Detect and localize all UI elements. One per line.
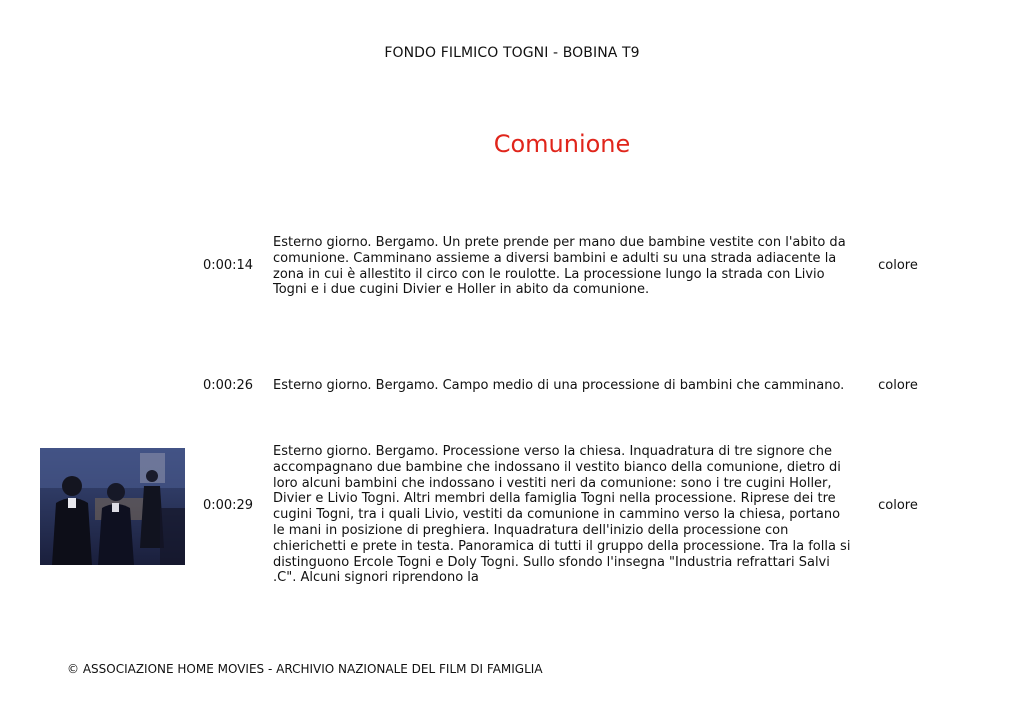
section-title: Comunione (493, 130, 631, 158)
entry-color: colore (878, 258, 918, 273)
entry-timecode: 0:00:26 (202, 378, 254, 393)
entry-description: Esterno giorno. Bergamo. Un prete prende per mano due bambine vestite con l'abito da comunione. Camminano assieme a diversi bambini e adulti su una strada adiacente la zona in cui è allestito il circo con le roulotte. La processione lungo la strada con Livio Togni e i due cugini Divier e Holler in abito da comunione. (273, 235, 846, 298)
entry-color: colore (878, 378, 918, 393)
entry-timecode: 0:00:14 (202, 258, 254, 273)
entry-timecode: 0:00:29 (202, 498, 254, 513)
document-header: FONDO FILMICO TOGNI - BOBINA T9 (384, 45, 640, 61)
film-frame-thumbnail (40, 448, 185, 565)
entry-description: Esterno giorno. Bergamo. Campo medio di una processione di bambini che camminano. (273, 378, 845, 393)
entry-color: colore (878, 498, 918, 513)
footer-copyright: © ASSOCIAZIONE HOME MOVIES - ARCHIVIO NAZIONALE DEL FILM DI FAMIGLIA (67, 662, 543, 676)
entry-description: Esterno giorno. Bergamo. Processione verso la chiesa. Inquadratura di tre signore che accompagnano due bambine che indossano il vestito bianco della comunione, dietro di loro alcuni bambini che indossano i vestiti neri da comunione: sono i tre cugini Holler, Divier e Livio Togni. Altri membri della famiglia Togni nella processione. Riprese dei tre cugini Togni, tra i quali Livio, vestiti da comunione in cammino verso la chiesa, portano le mani in posizione di preghiera. Inquadratura dell'inizio della processione con chierichetti e prete in testa. Panoramica di tutti il gruppo della processione. Tra la folla si distinguono Ercole Togni e Doly Togni. Sullo sfondo l'insegna "Industria refrattari Salvi .C". Alcuni signori riprendono la (273, 444, 851, 586)
